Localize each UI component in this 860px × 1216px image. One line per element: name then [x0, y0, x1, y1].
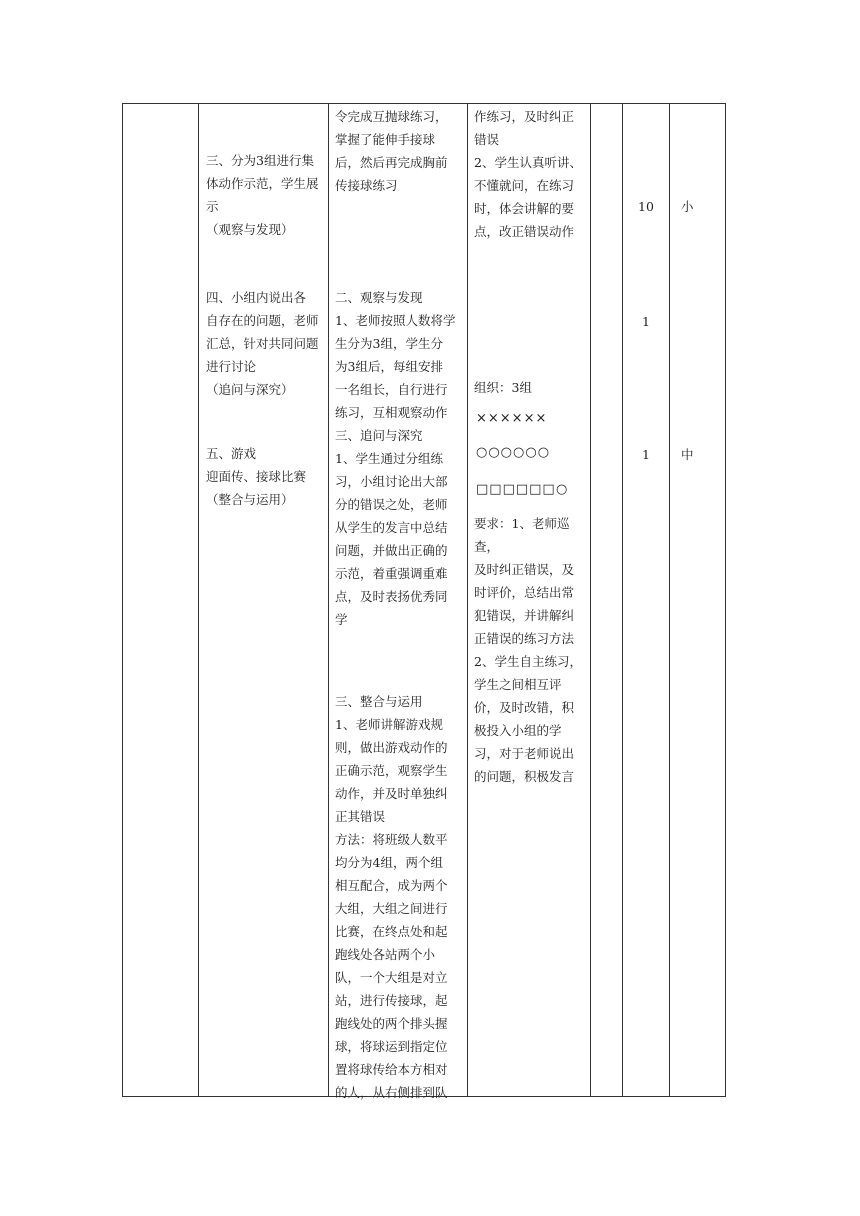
intensity-value: 中: [681, 447, 694, 462]
teacher-activity-continued: 令完成互抛球练习， 掌握了能伸手接球 后，然后再完成胸前 传接球练习: [335, 109, 448, 193]
column-divider: [590, 103, 591, 1097]
column-divider: [622, 103, 623, 1097]
column-divider: [328, 103, 329, 1097]
teacher-activity-integrate: 三、整合与运用 1、老师讲解游戏规 则，做出游戏动作的 正确示范，观察学生 动作，并及时单独纠 正其错误 方法：将班级人数平 均分为4组，两个组 相互配合，成为两个 大组，大组之间进行 比赛，在终点处和起 跑线处各站两个小 队，一个大组是对立 站，进行传接球，起 跑线处的两个排头握 球，将球运到指定位 置将球传给本方相对 的人，从右侧排到队: [335, 694, 448, 1100]
column-divider: [198, 103, 199, 1097]
formation-row-circle: ○○○○○○: [476, 445, 551, 460]
time-value: 1: [642, 447, 650, 462]
student-activity-continued: 作练习，及时纠正 错误 2、学生认真听讲、 不懂就问，在练习 时，体会讲解的要 点，改正错误动作: [474, 109, 582, 239]
stage-five-text: 五、游戏 迎面传、接球比赛 （整合与运用）: [206, 446, 307, 507]
formation-row-square: □□□□□□: [476, 482, 556, 497]
requirements-text: 要求：1、老师巡查， 及时纠正错误，及 时评价，总结出常 犯错误，并讲解纠 正错误的练习方法 2、学生自主练习， 学生之间相互评 价，及时改错，积 极投入小组的学 习，对于老师说出 的问题，积极发言: [474, 516, 582, 784]
formation-row-x: ××××××: [476, 411, 548, 426]
time-value: 10: [638, 199, 654, 214]
time-value: 1: [642, 314, 650, 329]
stage-four-text: 四、小组内说出各 自存在的问题，老师 汇总，针对共同问题 进行讨论 （追问与深究）: [206, 290, 319, 397]
intensity-value: 小: [681, 199, 694, 214]
organization-label: 组织：3组: [474, 380, 532, 395]
stage-three-text: 三、分为3组进行集 体动作示范，学生展 示 （观察与发现）: [206, 153, 319, 237]
teacher-activity-observe-inquire: 二、观察与发现 1、老师按照人数将学 生分为3组，学生分 为3组后，每组安排 一名组长，自行进行 练习，互相观察动作 三、追问与深究 1、学生通过分组练 习，小组讨论出大部 分的错误之处，老师 从学生的发言中总结 问题，并做出正确的 示范，着重强调重难 点，及时表扬优秀同 学: [335, 290, 456, 627]
column-divider: [467, 103, 468, 1097]
column-divider: [669, 103, 670, 1097]
teacher-position-symbol: ○: [556, 482, 569, 497]
